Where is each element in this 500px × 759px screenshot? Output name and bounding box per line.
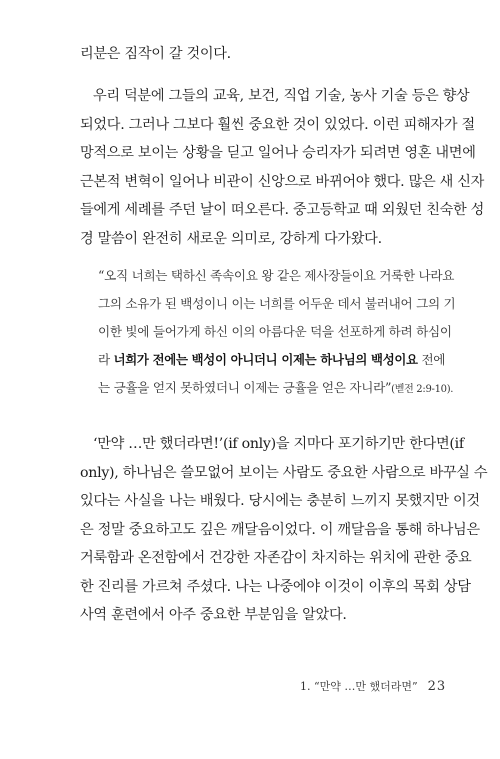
quote-line: “오직 너희는 택하신 족속이요 왕 같은 제사장들이요 거룩한 나라요	[98, 268, 455, 283]
scripture-reference: (벧전 2:9-10).	[391, 384, 454, 395]
paragraph-if-only	[80, 430, 488, 630]
text-line: only), 하나님은 쓸모없어 보이는 사람도 중요한 사람으로 바꾸실 수	[80, 464, 488, 481]
page-number: 23	[427, 679, 447, 694]
text-line: 거룩함과 온전함에서 건강한 자존감이 차지하는 위치에 관한 중요	[80, 550, 472, 566]
scripture-quote	[98, 262, 456, 404]
quote-line: 그의 소유가 된 백성이니 이는 너희를 어두운 데서 불러내어 그의 기	[98, 296, 456, 311]
text-line: 경 말씀이 완전히 새로운 의미로, 강하게 다가왔다.	[80, 230, 382, 247]
page-footer	[300, 678, 447, 694]
quote-line	[98, 374, 454, 404]
paragraph-mission-education	[80, 82, 485, 253]
text-line: 망적으로 보이는 상황을 딛고 일어나 승리자가 되려면 영혼 내면에	[80, 145, 476, 161]
chapter-title: 1. “만약 …만 했더라면”	[300, 680, 418, 693]
text-line: 들에게 세례를 주던 날이 떠오른다. 중고등학교 때 외웠던 친숙한 성	[80, 202, 485, 218]
text-line: 사역 훈련에서 아주 중요한 부분임을 알았다.	[80, 607, 347, 623]
text-line: 한 진리를 가르쳐 주셨다. 나는 나중에야 이것이 이후의 목회 상담	[80, 578, 471, 595]
quote-text: 는 긍휼을 얻지 못하였더니 이제는 긍휼을 얻은 자니라”	[98, 380, 392, 395]
text-line: 있다는 사실을 나는 배웠다. 당시에는 충분히 느끼지 못했지만 이것	[80, 493, 480, 509]
quote-emphasis: 너희가 전에는 백성이 아니더니 이제는 하나님의 백성이요	[113, 352, 418, 367]
text-line: ‘만약 …만 했더라면!’(if only)을 지마다 포기하기만 한다면(if	[93, 436, 464, 452]
text-line: 리분은 짐작이 갈 것이다.	[80, 46, 231, 62]
text-line: 근본적 변혁이 일어나 비관이 신앙으로 바뀌어야 했다. 많은 새 신자	[80, 173, 485, 190]
quote-prefix: 라	[98, 352, 114, 367]
paragraph-continuation	[80, 40, 423, 69]
quote-line-emphasis	[98, 346, 446, 374]
quote-suffix: 전에	[417, 352, 446, 367]
quote-line: 이한 빛에 들어가게 하신 이의 아름다운 덕을 선포하게 하려 하심이	[98, 324, 452, 339]
text-line: 우리 덕분에 그들의 교육, 보건, 직업 기술, 농사 기술 등은 향상	[93, 88, 470, 104]
text-line: 은 정말 중요하고도 깊은 깨달음이었다. 이 깨달음을 통해 하나님은	[80, 521, 480, 538]
text-line: 되었다. 그러나 그보다 훨씬 중요한 것이 있었다. 이런 피해자가 절	[80, 116, 475, 133]
